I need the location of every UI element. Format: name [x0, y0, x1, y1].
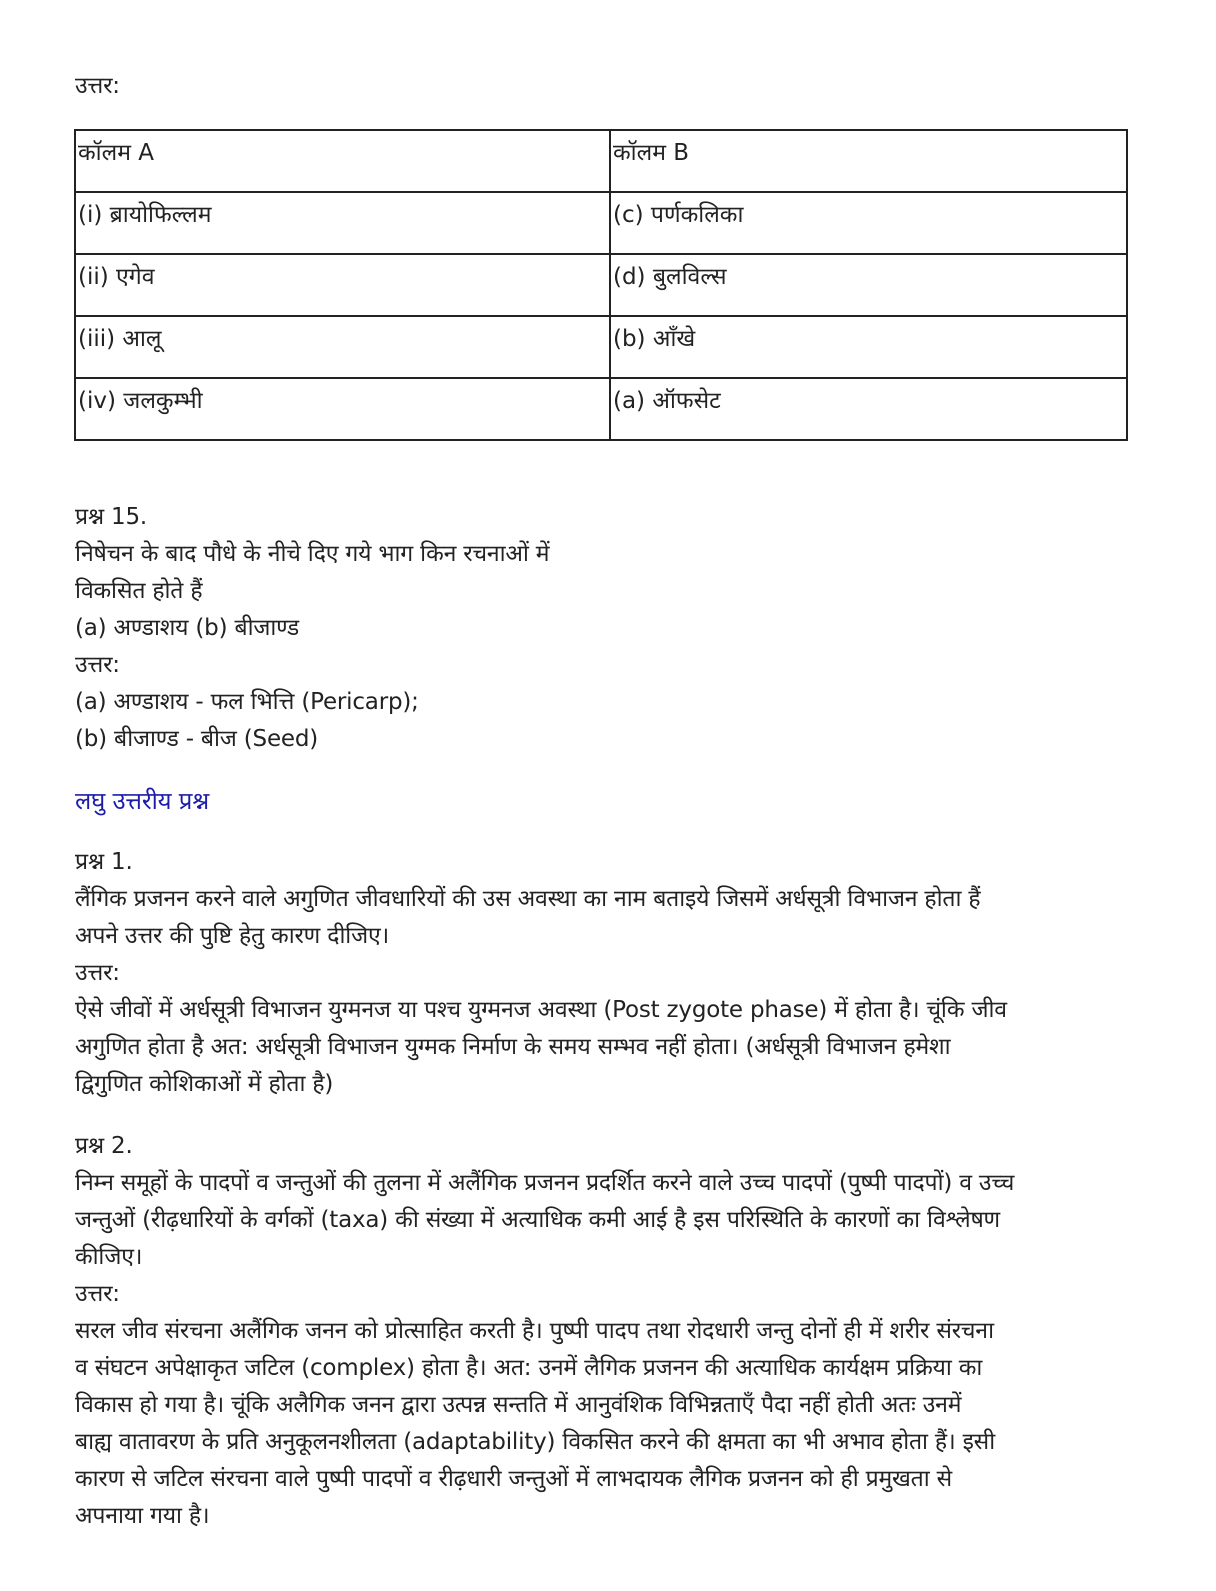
- question-2-answer: कारण से जटिल संरचना वाले पुष्पी पादपों व रीढ़धारी जन्तुओं में लाभदायक लैगिक प्रजनन को ही प्रमुखता से: [75, 1466, 952, 1492]
- question-1-text: अपने उत्तर की पुष्टि हेतु कारण दीजिए।: [75, 923, 390, 949]
- table-cell: (ii) एगेव: [75, 254, 610, 316]
- question-2-answer: विकास हो गया है। चूंकि अलैगिक जनन द्वारा उत्पन्न सन्तति में आनुवंशिक विभिन्नताएँ पैदा नहीं होती अतः उनमें: [75, 1392, 962, 1418]
- question-2-text: जन्तुओं (रीढ़धारियों के वर्गकों (taxa) की संख्या में अत्याधिक कमी आई है इस परिस्थिति के कारणों का विश्लेषण: [75, 1207, 1000, 1233]
- question-15-label: प्रश्न 15.: [75, 504, 148, 530]
- section-heading: लघु उत्तरीय प्रश्न: [75, 787, 210, 815]
- question-15-answer: (a) अण्डाशय - फल भित्ति (Pericarp);: [75, 689, 419, 715]
- question-15-answer-label: उत्तर:: [75, 652, 120, 678]
- question-1-answer: ऐसे जीवों में अर्धसूत्री विभाजन युग्मनज या पश्च युग्मनज अवस्था (Post zygote phase) में होता है। चूंकि जीव: [75, 997, 1007, 1023]
- table-cell: (c) पर्णकलिका: [610, 192, 1127, 254]
- column-b-header: कॉलम B: [610, 130, 1127, 192]
- question-2-answer-label: उत्तर:: [75, 1281, 120, 1307]
- question-1-label: प्रश्न 1.: [75, 849, 133, 875]
- question-1-answer-label: उत्तर:: [75, 960, 120, 986]
- question-15-text: विकसित होते हैं: [75, 578, 203, 604]
- question-2-label: प्रश्न 2.: [75, 1133, 133, 1159]
- table-row: [75, 192, 1127, 254]
- table-cell: (i) ब्रायोफिल्लम: [75, 192, 610, 254]
- question-1-answer: द्विगुणित कोशिकाओं में होता है): [75, 1071, 334, 1097]
- table-row: [75, 378, 1127, 440]
- question-2-answer: सरल जीव संरचना अलैंगिक जनन को प्रोत्साहित करती है। पुष्पी पादप तथा रोदधारी जन्तु दोनों ही में शरीर संरचना: [75, 1318, 994, 1344]
- table-cell: (iii) आलू: [75, 316, 610, 378]
- table-cell: (iv) जलकुम्भी: [75, 378, 610, 440]
- question-1-answer: अगुणित होता है अत: अर्धसूत्री विभाजन युग्मक निर्माण के समय सम्भव नहीं होता। (अर्धसूत्री विभाजन हमेशा: [75, 1034, 951, 1060]
- question-15-text: निषेचन के बाद पौधे के नीचे दिए गये भाग किन रचनाओं में: [75, 541, 550, 567]
- table-cell: (b) आँखे: [610, 316, 1127, 378]
- question-2-answer: बाह्य वातावरण के प्रति अनुकूलनशीलता (adaptability) विकसित करने की क्षमता का भी अभाव होता हैं। इसी: [75, 1429, 995, 1455]
- question-2-answer: व संघटन अपेक्षाकृत जटिल (complex) होता है। अत: उनमें लैगिक प्रजनन की अत्याधिक कार्यक्षम प्रक्रिया का: [75, 1355, 983, 1381]
- table-row: [75, 316, 1127, 378]
- question-2-answer: अपनाया गया है।: [75, 1503, 210, 1529]
- question-1-text: लैंगिक प्रजनन करने वाले अगुणित जीवधारियों की उस अवस्था का नाम बताइये जिसमें अर्धसूत्री विभाजन होता हैं: [75, 886, 981, 912]
- table-header-row: [75, 130, 1127, 192]
- question-15-answer: (b) बीजाण्ड - बीज (Seed): [75, 726, 319, 752]
- table-cell: (d) बुलविल्स: [610, 254, 1127, 316]
- match-table: [74, 129, 1128, 441]
- question-15-options: (a) अण्डाशय (b) बीजाण्ड: [75, 615, 300, 641]
- table-row: [75, 254, 1127, 316]
- column-a-header: कॉलम A: [75, 130, 610, 192]
- question-2-text: निम्न समूहों के पादपों व जन्तुओं की तुलना में अलैंगिक प्रजनन प्रदर्शित करने वाले उच्च पादपों (पुष्पी पादपों) व उच्च: [75, 1170, 1015, 1196]
- question-2-text: कीजिए।: [75, 1244, 143, 1270]
- table-cell: (a) ऑफसेट: [610, 378, 1127, 440]
- answer-label: उत्तर:: [75, 73, 120, 99]
